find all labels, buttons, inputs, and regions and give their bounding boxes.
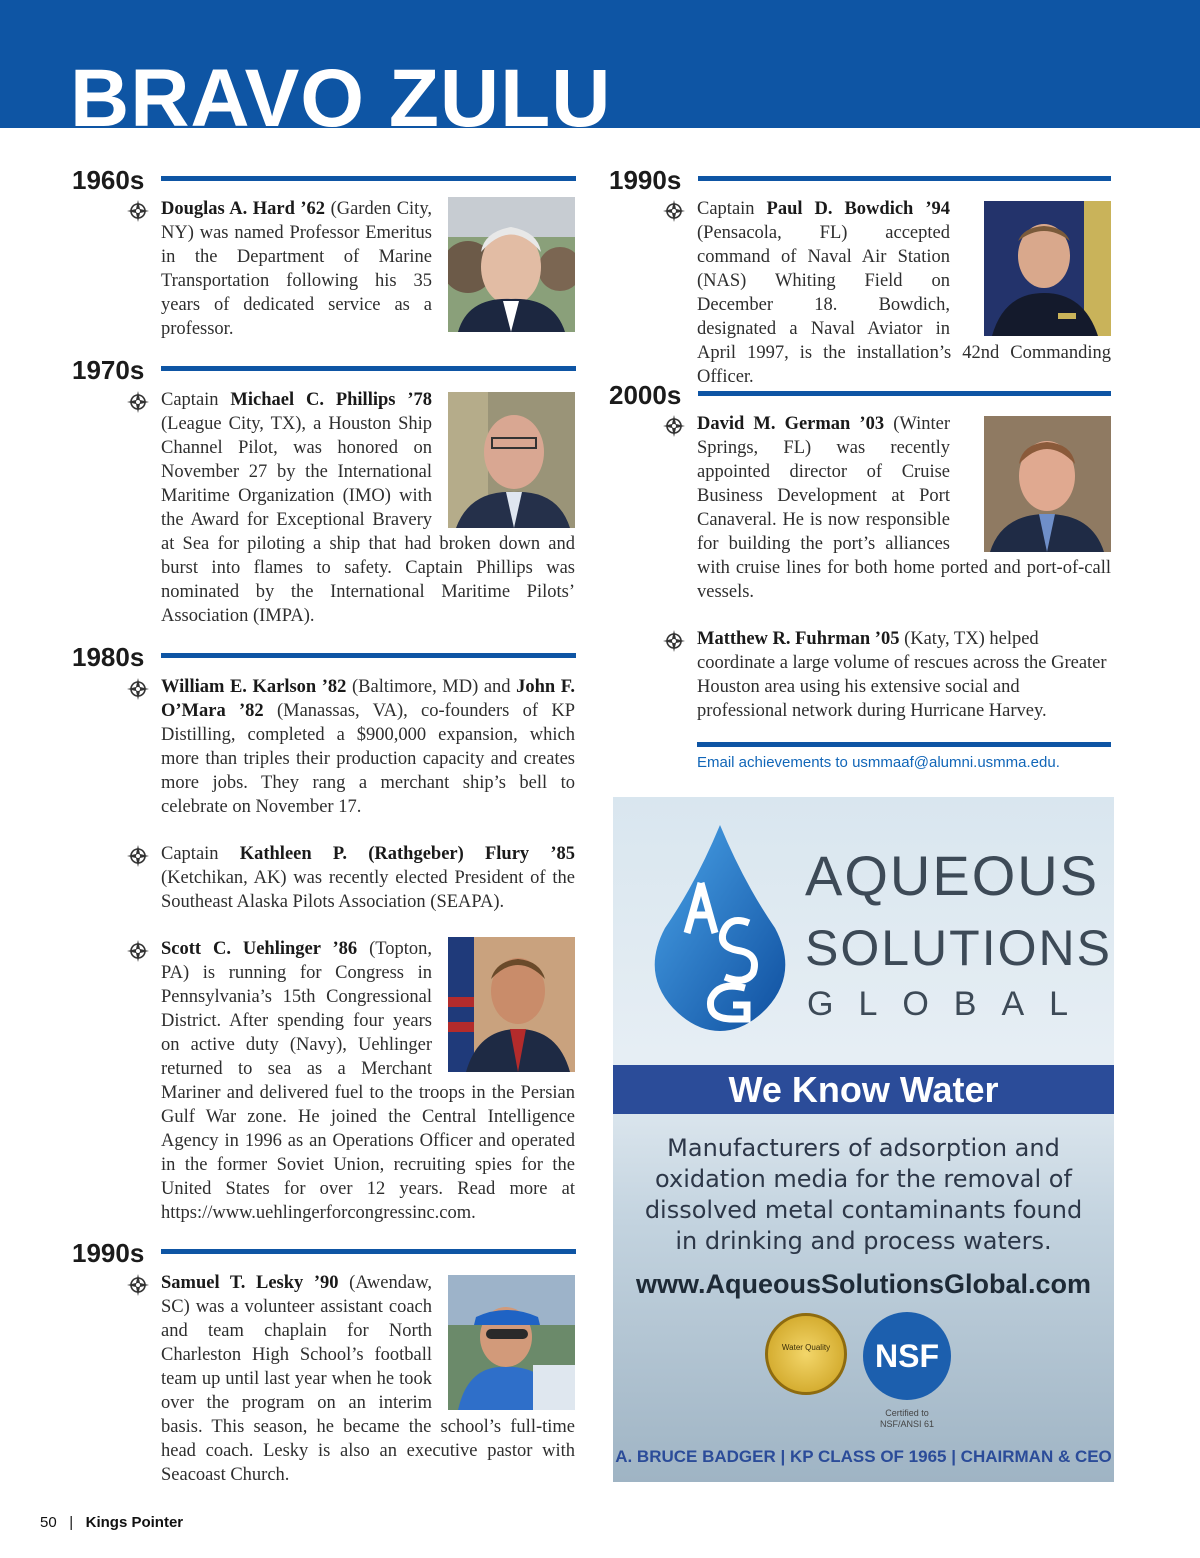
section-rule (161, 1249, 576, 1254)
alumnus-name: Scott C. Uehlinger ’86 (161, 939, 358, 959)
section-rule (698, 391, 1111, 396)
entry-karlson-omara: William E. Karlson ’82 (Baltimore, MD) and John F. O’Mara ’82 (Manassas, VA), co-founders of KP Distilling, completed a $900,000 expansion, which more than triples their production capacity and creates more jobs. They rang a merchant ship’s bell to celebrate on November 17. (161, 675, 575, 819)
entry-matthew-fuhrman: Matthew R. Fuhrman ’05 (Katy, TX) helped coordinate a large volume of rescues across the Greater Houston area using his extensive social and professional network during Hurricane Harvey. (697, 627, 1111, 723)
portrait-photo (984, 201, 1111, 336)
decade-label: 1960s (72, 165, 145, 195)
water-quality-seal-icon: Water Quality (765, 1313, 847, 1395)
alumnus-name: John F. O’Mara ’82 (161, 677, 575, 721)
alumnus-name: Matthew R. Fuhrman ’05 (697, 629, 900, 649)
header-band (0, 0, 1200, 128)
alumnus-name: William E. Karlson ’82 (161, 677, 347, 697)
section-rule (161, 176, 576, 181)
email-rule (697, 742, 1111, 747)
section-heading-1990s-left (72, 1233, 576, 1273)
section-rule (698, 176, 1111, 181)
portrait-photo (984, 416, 1111, 552)
decade-label: 1970s (72, 355, 145, 385)
alumnus-name: Michael C. Phillips ’78 (230, 390, 432, 410)
portrait-photo (448, 937, 575, 1072)
page-number: 50 (40, 1514, 57, 1531)
ad-brand-line3: GLOBAL (807, 985, 1094, 1023)
entry-kathleen-flury: Captain Kathleen P. (Rathgeber) Flury ’85 (Ketchikan, AK) was recently elected President of the Southeast Alaska Pilots Association (SEAPA). (161, 842, 575, 914)
compass-rose-icon (127, 1274, 149, 1296)
page-title: BRAVO ZULU (70, 53, 612, 128)
footer-separator: | (69, 1514, 74, 1531)
entry-samuel-lesky: Samuel T. Lesky ’90 (Awendaw, SC) was a volunteer assistant coach and team chaplain for North Charleston High School’s football team up until last year when he took over the program on an interim basis. This season, he became the school’s full-time head coach. Lesky is also an executive pastor with Seacoast Church. (161, 1271, 575, 1487)
portrait-photo (448, 392, 575, 528)
page-footer (40, 1514, 183, 1531)
ad-brand-line1: AQUEOUS (805, 844, 1100, 907)
compass-rose-icon (127, 940, 149, 962)
decade-label: 1990s (609, 165, 682, 195)
alumnus-name: David M. German ’03 (697, 414, 885, 434)
ad-description: Manufacturers of adsorption and oxidation media for the removal of dissolved metal contaminants found in drinking and process waters. (644, 1134, 1083, 1255)
compass-rose-icon (127, 678, 149, 700)
water-drop-logo-icon (649, 823, 791, 1033)
portrait-photo (448, 197, 575, 332)
compass-rose-icon (663, 630, 685, 652)
ad-brand-line2: SOLUTIONS (805, 920, 1112, 976)
entry-michael-phillips: Captain Michael C. Phillips ’78 (League City, TX), a Houston Ship Channel Pilot, was honored on November 27 by the International Maritime Organization (IMO) with the Award for Exceptional Bravery at Sea for piloting a ship that had broken down and burst into flames to safety. Captain Phillips was nominated by the International Maritime Pilots’ Association (IMPA). (161, 388, 575, 628)
alumnus-name: Paul D. Bowdich ’94 (766, 199, 950, 219)
ad-tagline: We Know Water (728, 1069, 999, 1110)
section-heading-1990s-right (609, 160, 1111, 200)
advertisement-aqueous-solutions (613, 797, 1114, 1482)
compass-rose-icon (663, 200, 685, 222)
decade-label: 1990s (72, 1238, 145, 1268)
compass-rose-icon (127, 845, 149, 867)
ad-url[interactable]: www.AqueousSolutionsGlobal.com (635, 1269, 1092, 1299)
nsf-logo-icon: NSF (863, 1312, 951, 1400)
nsf-certification: Certified to NSF/ANSI 61 (879, 1408, 935, 1429)
compass-rose-icon (127, 391, 149, 413)
decade-label: 1980s (72, 642, 145, 672)
ad-footer: A. BRUCE BADGER | KP CLASS OF 1965 | CHAIRMAN & CEO (615, 1447, 1112, 1466)
entry-paul-bowdich: Captain Paul D. Bowdich ’94 (Pensacola, FL) accepted command of Naval Air Station (NAS) Whiting Field on December 18. Bowdich, designated a Naval Aviator in April 1997, is the installation’s 42nd Commanding Officer. (697, 197, 1111, 389)
section-heading-1960s (72, 160, 576, 200)
publication-name: Kings Pointer (85, 1514, 184, 1531)
alumnus-name: Kathleen P. (Rathgeber) Flury ’85 (239, 844, 575, 864)
portrait-photo (448, 1275, 575, 1410)
section-heading-1970s (72, 350, 576, 390)
entry-david-german: David M. German ’03 (Winter Springs, FL) was recently appointed director of Cruise Business Development at Port Canaveral. He is now responsible for building the port’s alliances with cruise lines for both home ported and port-of-call vessels. (697, 412, 1111, 604)
section-heading-2000s (609, 375, 1111, 415)
decade-label: 2000s (609, 380, 682, 410)
compass-rose-icon (663, 415, 685, 437)
section-rule (161, 366, 576, 371)
email-note[interactable]: Email achievements to usmmaaf@alumni.usmma.edu. (697, 754, 1060, 771)
alumnus-name: Douglas A. Hard ’62 (161, 199, 326, 219)
section-rule (161, 653, 576, 658)
entry-scott-uehlinger: Scott C. Uehlinger ’86 (Topton, PA) is running for Congress in Pennsylvania’s 15th Congressional District. After spending four years on active duty (Navy), Uehlinger returned to sea as a Merchant Mariner and delivered fuel to the troops in the Persian Gulf War zone. He joined the Central Intelligence Agency in 1996 as an Operations Officer and operated in the former Soviet Union, recruiting spies for the United States for over 12 years. Read more at https://www.uehlingerforcongressinc.com. (161, 937, 575, 1225)
entry-douglas-hard: Douglas A. Hard ’62 (Garden City, NY) was named Professor Emeritus in the Department of Marine Transportation following his 35 years of dedicated service as a professor. (161, 197, 575, 341)
alumnus-name: Samuel T. Lesky ’90 (161, 1273, 339, 1293)
compass-rose-icon (127, 200, 149, 222)
section-heading-1980s (72, 637, 576, 677)
